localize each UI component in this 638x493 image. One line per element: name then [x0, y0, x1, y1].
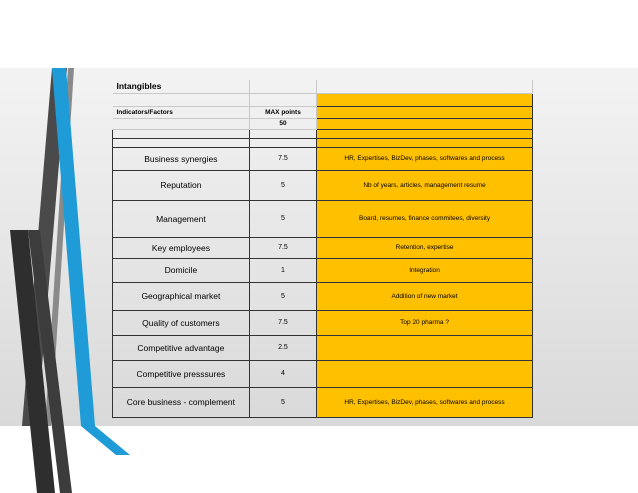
table-row [113, 200, 533, 237]
comment-cell: Board, resumes, finance commitees, diversity [317, 200, 533, 237]
table-row [113, 282, 533, 310]
comment-cell [317, 360, 533, 387]
factor-cell: Management [113, 200, 250, 237]
table-row [113, 387, 533, 417]
spacer-row [113, 93, 533, 106]
factor-cell: Key employees [113, 237, 250, 258]
comment-cell: Integration [317, 258, 533, 282]
comment-cell: HR, Expertises, BizDev, phases, softwares and process [317, 387, 533, 417]
table-row [113, 335, 533, 360]
points-cell: 5 [249, 282, 316, 310]
table-row [113, 360, 533, 387]
factor-cell: Competitive presssures [113, 360, 250, 387]
total-points: 50 [249, 118, 316, 129]
column-header-row [113, 106, 533, 118]
points-cell: 7.5 [249, 147, 316, 170]
comment-cell: Retention, expertise [317, 237, 533, 258]
table-row [113, 147, 533, 170]
factor-column-header: Indicators/Factors [113, 106, 250, 118]
points-cell: 7.5 [249, 237, 316, 258]
factor-cell: Business synergies [113, 147, 250, 170]
table-row [113, 237, 533, 258]
spacer-row [113, 129, 533, 138]
table-row [113, 170, 533, 200]
table-title: Intangibles [113, 80, 250, 93]
factor-cell: Quality of customers [113, 310, 250, 335]
points-cell: 5 [249, 170, 316, 200]
table-row [113, 310, 533, 335]
factor-cell: Competitive advantage [113, 335, 250, 360]
table-row [113, 258, 533, 282]
stripe-blue-lower [81, 426, 130, 455]
points-cell: 4 [249, 360, 316, 387]
comment-cell: HR, Expertises, BizDev, phases, softwares and process [317, 147, 533, 170]
points-cell: 5 [249, 200, 316, 237]
factor-cell: Reputation [113, 170, 250, 200]
points-column-header: MAX points [249, 106, 316, 118]
comment-cell: Addition of new market [317, 282, 533, 310]
points-cell: 1 [249, 258, 316, 282]
points-cell: 5 [249, 387, 316, 417]
points-cell: 2.5 [249, 335, 316, 360]
factor-cell: Core business - complement [113, 387, 250, 417]
table-title-row [113, 80, 533, 93]
comment-cell: Nb of years, articles, management resume [317, 170, 533, 200]
factor-cell: Geographical market [113, 282, 250, 310]
total-points-row [113, 118, 533, 129]
factor-cell: Domicile [113, 258, 250, 282]
intangibles-table [112, 80, 533, 418]
comment-cell [317, 335, 533, 360]
spacer-row [113, 138, 533, 147]
points-cell: 7.5 [249, 310, 316, 335]
comment-cell: Top 20 pharma ? [317, 310, 533, 335]
